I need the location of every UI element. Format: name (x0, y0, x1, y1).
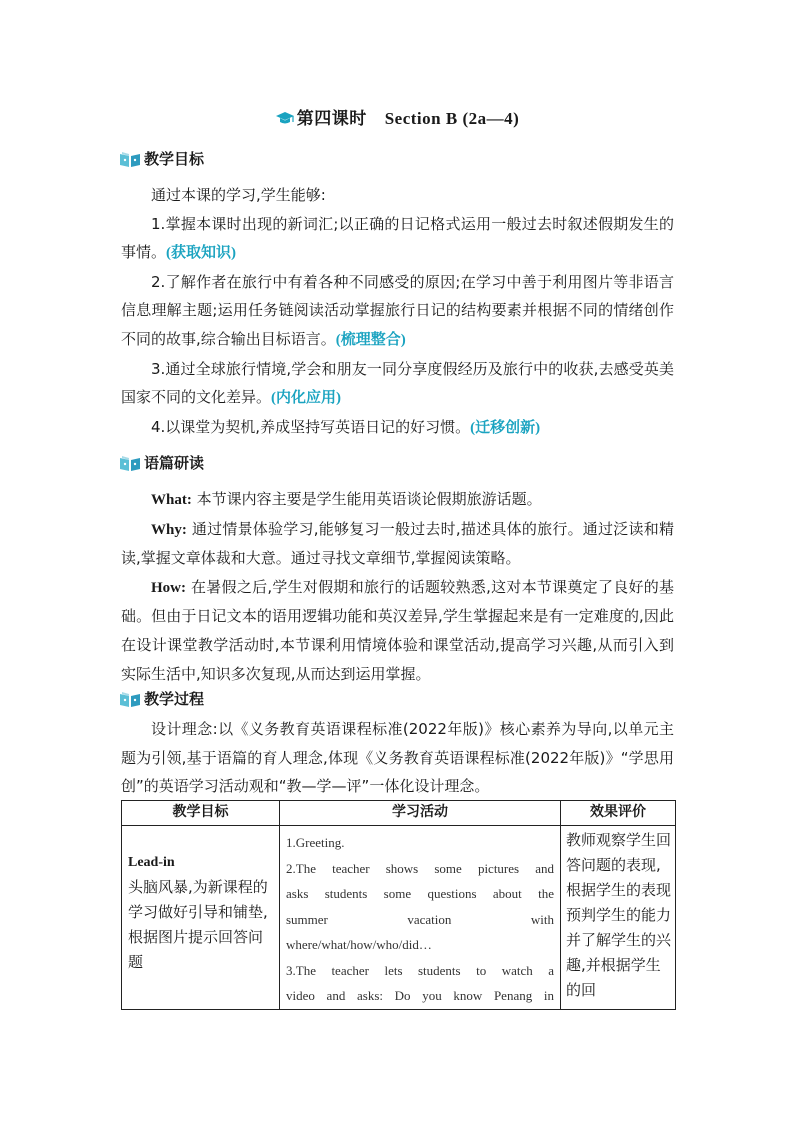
process-heading-text: 教学过程 (144, 690, 205, 708)
activity-line: video and asks: Do you know Penang in (286, 988, 554, 1003)
activity-line: where/what/how/who/did… (286, 937, 432, 952)
analysis-body (121, 485, 674, 688)
objective-item: 3.通过全球旅行情境,学会和朋友一同分享度假经历及旅行中的收获,去感受英美国家不同的文化差异。(内化应用) (121, 359, 674, 407)
table-header-row (122, 801, 676, 826)
design-concept: 设计理念:以《义务教育英语课程标准(2022年版)》核心素养为导向,以单元主题为引领,基于语篇的育人理念,体现《义务教育英语课程标准(2022年版)》“学思用创”的英语学习活动观和“教—学—评”一体化设计理念。 (121, 720, 674, 796)
evaluation-cell: 教师观察学生回答问题的表现,根据学生的表现预判学生的能力并了解学生的兴趣,并根据学生的回 (561, 826, 676, 1010)
activity-cell (280, 826, 561, 1010)
graduation-cap-icon (275, 111, 295, 131)
table-row (122, 826, 676, 1010)
activity-line: 1.Greeting. (286, 835, 345, 850)
lesson-plan-table (121, 800, 676, 1010)
objective-tag: (内化应用) (271, 390, 342, 407)
column-header: 学习活动 (280, 801, 561, 826)
objectives-intro: 通过本课的学习,学生能够: (151, 186, 326, 204)
analysis-heading-text: 语篇研读 (144, 454, 205, 472)
column-header: 教学目标 (122, 801, 280, 826)
objective-item: 2.了解作者在旅行中有着各种不同感受的原因;在学习中善于利用图片等非语言信息理解主题;运用任务链阅读活动掌握旅行日记的结构要素并根据不同的情绪创作不同的故事,综合输出目标语言。(梳理整合) (121, 272, 674, 348)
goal-text: 头脑风暴,为新课程的学习做好引导和铺垫,根据图片提示回答问题 (128, 878, 268, 971)
objectives-body (121, 181, 674, 442)
lesson-number: 第四课时 (296, 109, 367, 129)
section-label: Section B (2a—4) (384, 109, 520, 128)
lesson-title (0, 104, 794, 131)
activity-line: 3.The teacher lets students to watch a (286, 962, 554, 978)
process-heading (119, 688, 204, 709)
activity-line: asks students some questions about the (286, 886, 554, 901)
analysis-item: How: 在暑假之后,学生对假期和旅行的话题较熟悉,这对本节课奠定了良好的基础。但由于日记文本的语用逻辑功能和英汉差异,学生掌握起来是有一定难度的,因此在设计课堂教学活动时,本节课利用情境体验和课堂活动,提高学习兴趣,从而引入到实际生活中,知识多次复现,从而达到运用掌握。 (121, 577, 674, 683)
analysis-item: Why: 通过情景体验学习,能够复习一般过去时,描述具体的旅行。通过泛读和精读,掌握文章体裁和大意。通过寻找文章细节,掌握阅读策略。 (121, 519, 674, 568)
objective-item: 4.以课堂为契机,养成坚持写英语日记的好习惯。(迁移创新) (151, 417, 541, 436)
goal-label: Lead-in (128, 855, 175, 870)
objective-tag: (获取知识) (166, 245, 237, 262)
analysis-heading (119, 452, 204, 473)
process-body (121, 715, 674, 801)
column-header: 效果评价 (561, 801, 676, 826)
objective-tag: (迁移创新) (470, 419, 541, 436)
activity-line: summer vacation with (286, 911, 554, 927)
analysis-item: What: 本节课内容主要是学生能用英语谈论假期旅游话题。 (151, 490, 542, 508)
open-book-icon (119, 150, 141, 168)
open-book-icon (119, 454, 141, 472)
open-book-icon (119, 690, 141, 708)
goal-cell (122, 826, 280, 1010)
objective-item: 1.掌握本课时出现的新词汇;以正确的日记格式运用一般过去时叙述假期发生的事情。(获取知识) (121, 214, 674, 262)
activity-line: 2.The teacher shows some pictures and (286, 860, 554, 876)
objectives-heading-text: 教学目标 (144, 150, 205, 168)
objectives-heading (119, 148, 204, 169)
objective-tag: (梳理整合) (335, 331, 406, 348)
